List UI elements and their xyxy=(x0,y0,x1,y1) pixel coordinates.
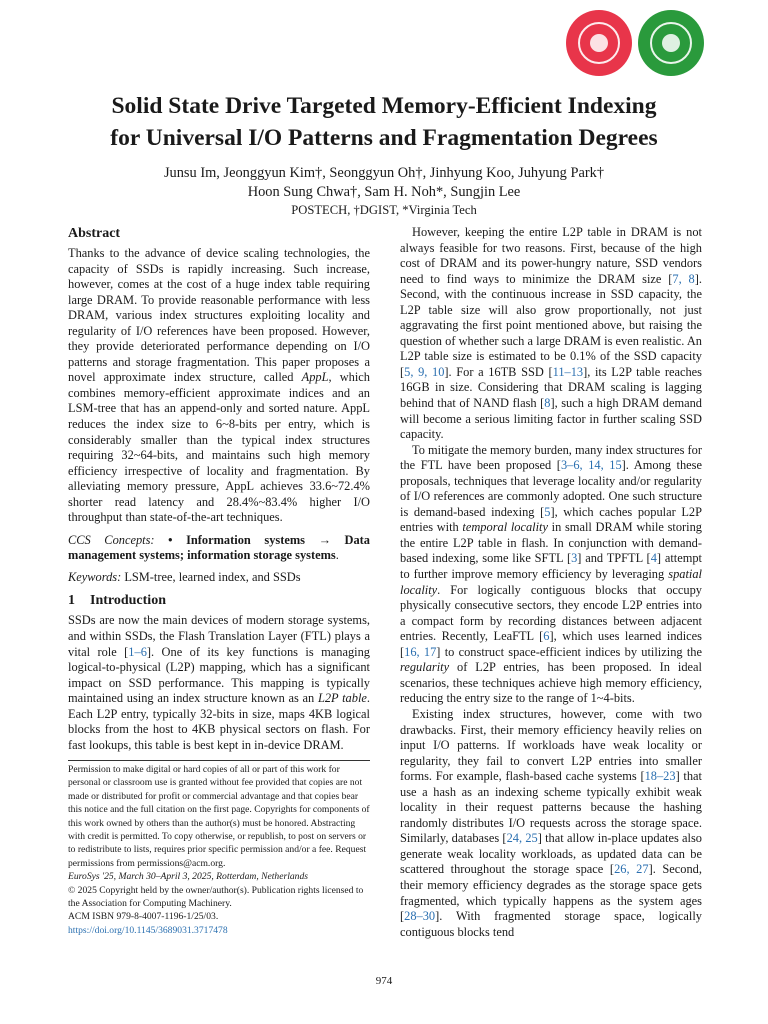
citation-link[interactable]: 26, 27 xyxy=(614,862,649,877)
authors-line-1: Junsu Im, Jeonggyun Kim†, Seonggyun Oh†, Jinhyung Koo, Juhyung Park† xyxy=(163,165,605,181)
citation-link[interactable]: 5, 9, 10 xyxy=(404,364,445,379)
citation-link[interactable]: 7, 8 xyxy=(672,271,695,286)
citation-link[interactable]: 24, 25 xyxy=(506,831,538,846)
keywords: Keywords: LSM-tree, learned index, and SSDs xyxy=(68,569,301,584)
artifacts-evaluated-badge-icon xyxy=(566,10,632,76)
citation-link[interactable]: 8 xyxy=(544,396,551,411)
affiliations: POSTECH, †DGIST, *Virginia Tech xyxy=(291,203,477,217)
citation-link[interactable]: 6 xyxy=(543,629,550,644)
citation-link[interactable]: 3 xyxy=(571,551,578,566)
introduction-text: SSDs are now the main devices of modern storage systems, and within SSDs, the Flash Translation Layer (FTL) plays a vital role [1–6]. One of its key functions is managing logical-to-physical (L2P) mapping, which has a significant impact on SSD performance. This mapping is typically maintained using an index structure known as an L2P table. Each L2P entry, typically 32-bits in size, maps 4KB logical blocks from the host to 4KB physical sectors on flash. For fast lookups, this table is best kept in in-device DRAM. xyxy=(68,613,371,752)
doi-link[interactable]: https://doi.org/10.1145/3689031.3717478 xyxy=(68,924,228,936)
citation-link[interactable]: 28–30 xyxy=(404,909,436,924)
citation-link[interactable]: 1–6 xyxy=(128,644,147,659)
paper-title xyxy=(40,90,728,154)
right-column xyxy=(400,225,702,940)
paragraph-dram-cost: However, keeping the entire L2P table in DRAM is not always feasible for two reasons. First, because of the high cost of DRAM and its power-hungry nature, SSD vendors need to find ways to minimize the DRAM size [7, 8]. Second, with the continuous increase in SSD capacity, the L2P table size will also grow proportionally, not just aggravating the first point mentioned above, but raising the question of whether such a large DRAM is even realistic. An L2P table size is estimated to be 0.1% of the SSD capacity [5, 9, 10]. For a 16TB SSD [11–13], its L2P table reaches 16GB in size. Considering that DRAM scaling is lagging behind that of NAND flash [8], such a high DRAM demand will become a serious limiting factor in further scaling SSD capacity. xyxy=(400,225,702,442)
artifacts-available-badge-icon xyxy=(638,10,704,76)
citation-link[interactable]: 18–23 xyxy=(644,769,676,784)
abstract-text: Thanks to the advance of device scaling technologies, the capacity of SSDs is rapidly increasing. Such increase, however, comes at the cost of a huge index table requiring large DRAM. To provide reasonable performance with less DRAM, various index structures exploiting locality and regularity of I/O references have been proposed. However, they provide deteriorated performance depending on I/O patterns and storage fragmentation. This paper proposes a novel approximate index structure, called AppL, which combines memory-efficient approximate indices and an LSM-tree that has an append-only and sorted nature. AppL reduces the index size to 6~8-bits per entry, which is considerably smaller than the typical index structures requiring 32~64-bits, and maintains such high memory efficiency irrespective of locality and fragmentation. By alleviating memory pressure, AppL achieves 33.6~72.4% shorter read latency and 28.4%~83.4% higher I/O throughput than state-of-the-art techniques. xyxy=(68,246,371,525)
paragraph-drawbacks: Existing index structures, however, come with two drawbacks. First, their memory efficiency heavily relies on input I/O patterns. If workloads have weak locality or regularity, they fail to convert L2P entries into smaller forms. For example, flash-based cache systems [18–23] that use a hash as an indexing scheme typically exhibit weak locality in their request patterns because the hashing randomly distributes I/O requests across the storage space. Similarly, databases [24, 25] that allow in-place updates also generate weak locality workloads, as updated data can be scattered throughout the storage space [26, 27]. Second, their memory efficiency degrades as the storage space gets fragmented, which typically happens as the system ages [28–30]. With fragmented storage space, logically contiguous blocks tend xyxy=(400,706,703,939)
page-number: 974 xyxy=(375,975,393,987)
title-line-1: Solid State Drive Targeted Memory-Efficient Indexing xyxy=(111,93,657,119)
introduction-heading: 1 Introduction xyxy=(68,593,166,609)
citation-link[interactable]: 3–6, 14, 15 xyxy=(560,458,622,473)
abstract-heading: Abstract xyxy=(68,226,121,241)
authors-line-2: Hoon Sung Chwa†, Sam H. Noh*, Sungjin Lee xyxy=(247,184,521,200)
citation-link[interactable]: 5 xyxy=(544,504,551,519)
copyright-footnote xyxy=(68,760,370,937)
venue: EuroSys '25, March 30–April 3, 2025, Rotterdam, Netherlands xyxy=(68,871,309,883)
title-line-2: for Universal I/O Patterns and Fragmentation Degrees xyxy=(110,125,658,151)
paragraph-index-structures: To mitigate the memory burden, many index structures for the FTL have been proposed [3–6, 14, 15]. Among these proposals, techniques that leverage locality and/or regularity of I/O references are commonly adopted. One such structure is demand-based indexing [5], which caches popular L2P entries with temporal locality in small DRAM while storing the entire L2P table in flash. In conjunction with demand-based indexing, some like SFTL [3] and TPFTL [4] attempt to further improve memory efficiency by leveraging spatial locality. For logically contiguous blocks that occupy physically consecutive sectors, they encode L2P entries into a compact form by recording distances between adjacent entries. Recently, LeaFTL [6], which uses learned indices [16, 17] to construct space-efficient indices by utilizing the regularity of L2P entries, has been proposed. In ideal scenarios, these techniques achieve high memory efficiency, reducing the entry size to the range of 1~4-bits. xyxy=(400,442,703,706)
left-column xyxy=(68,225,370,753)
artifact-badges xyxy=(566,10,716,76)
copyright: © 2025 Copyright held by the owner/author(s). Publication rights licensed to the Association for Computing Machinery. xyxy=(68,884,364,910)
permission-notice: Permission to make digital or hard copies of all or part of this work for personal or classroom use is granted without fee provided that copies are not made or distributed for profit or commercial advantage and that copies bear this notice and the full citation on the first page. Copyrights for components of this work owned by others than the author(s) must be honored. Abstracting with credit is permitted. To copy otherwise, or republish, to post on servers or to redistribute to lists, requires prior specific permission and/or a fee. Request permissions from permissions@acm.org. xyxy=(68,764,370,869)
citation-link[interactable]: 11–13 xyxy=(552,364,584,379)
ccs-concepts: CCS Concepts: • Information systems → Data management systems; information storage systems. xyxy=(68,532,371,563)
author-block xyxy=(40,164,728,219)
isbn: ACM ISBN 979-8-4007-1196-1/25/03. xyxy=(68,911,219,923)
citation-link[interactable]: 4 xyxy=(650,551,657,566)
citation-link[interactable]: 16, 17 xyxy=(404,644,437,659)
